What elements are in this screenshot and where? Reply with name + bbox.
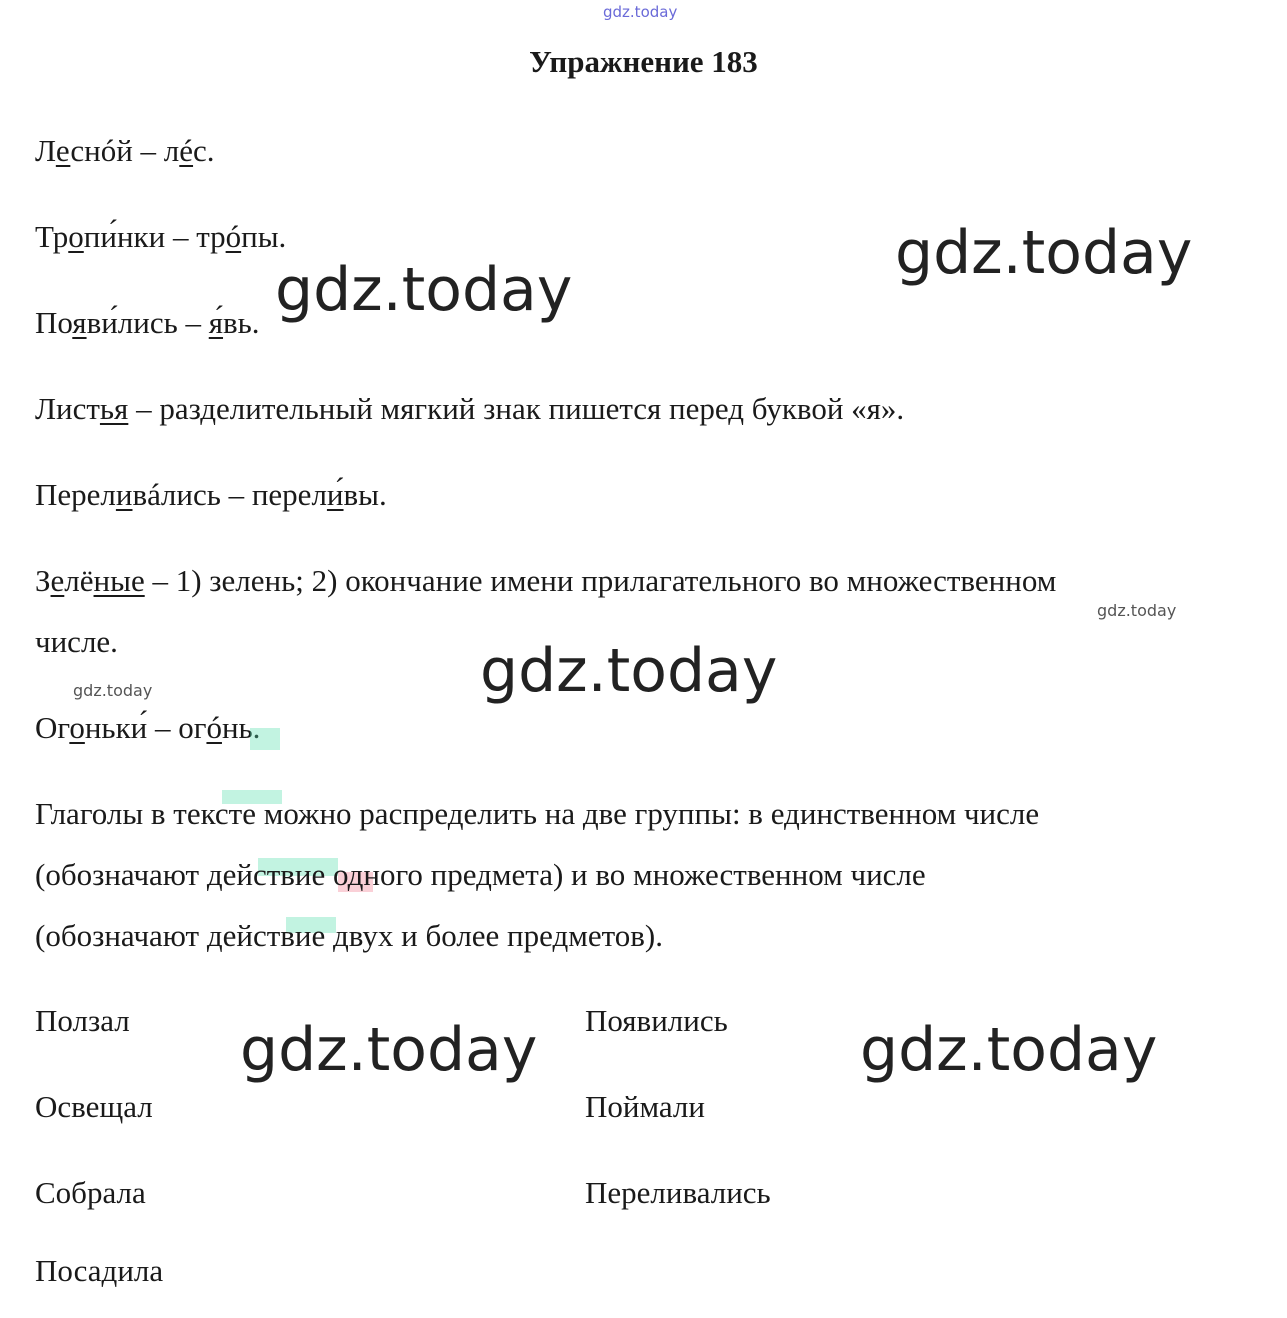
singular-verb: Освещал bbox=[35, 1089, 153, 1124]
singular-verb: Собрала bbox=[35, 1175, 146, 1210]
text-segment: Перел bbox=[35, 477, 116, 512]
underlined-segment: ья bbox=[99, 391, 129, 426]
underlined-segment: и bbox=[115, 477, 133, 512]
underlined-segment: é bbox=[179, 133, 194, 168]
watermark: gdz.today bbox=[1097, 601, 1177, 620]
text-line bbox=[35, 857, 926, 893]
watermark: gdz.today bbox=[275, 255, 573, 325]
text-segment: По bbox=[35, 305, 73, 340]
text-segment: (обозначают действие одного предмета) и во множественном числе bbox=[35, 857, 926, 892]
plural-verb: Переливались bbox=[585, 1175, 771, 1210]
underlined-segment: ó bbox=[206, 710, 222, 745]
underlined-segment: я bbox=[72, 305, 87, 340]
text-segment: вы. bbox=[343, 477, 387, 512]
underlined-segment: е bbox=[55, 133, 71, 168]
text-line bbox=[35, 563, 1056, 599]
watermark: gdz.today bbox=[240, 1015, 538, 1085]
singular-verb: Ползал bbox=[35, 1003, 130, 1038]
underlined-segment: е bbox=[50, 563, 65, 598]
text-line bbox=[35, 391, 904, 427]
plural-verb: Поймали bbox=[585, 1089, 705, 1124]
text-segment: нки – тр bbox=[116, 219, 226, 254]
text-segment: З bbox=[35, 563, 51, 598]
underlined-segment: ó bbox=[225, 219, 242, 254]
watermark: gdz.today bbox=[480, 636, 778, 706]
underlined-segment: ные bbox=[93, 563, 145, 598]
text-segment: ньк bbox=[84, 710, 131, 745]
underlined-segment: о bbox=[68, 219, 84, 254]
text-line bbox=[35, 710, 260, 746]
text-segment: Лист bbox=[35, 391, 100, 426]
text-line bbox=[35, 219, 286, 255]
text-segment: вь. bbox=[223, 305, 260, 340]
watermark: gdz.today bbox=[860, 1015, 1158, 1085]
text-segment: лё bbox=[64, 563, 94, 598]
text-segment: вáлись – перел bbox=[132, 477, 327, 512]
text-segment: – ог bbox=[147, 710, 207, 745]
text-line bbox=[35, 133, 215, 169]
underlined-segment: я́ bbox=[208, 305, 224, 340]
text-segment: – 1) зелень; 2) окончание имени прилагательного во множественном bbox=[144, 563, 1057, 598]
text-segment: и́ bbox=[100, 219, 117, 254]
text-segment: числе. bbox=[35, 624, 118, 659]
text-segment: п bbox=[83, 219, 101, 254]
text-segment: Глаголы в тексте можно распределить на две группы: в единственном числе bbox=[35, 796, 1040, 831]
text-segment: ó bbox=[100, 133, 117, 168]
text-segment: пы. bbox=[241, 219, 287, 254]
watermark: gdz.today bbox=[73, 681, 153, 700]
text-line bbox=[35, 624, 118, 660]
text-segment: – разделительный мягкий знак пишется перед буквой «я». bbox=[128, 391, 905, 426]
page-title: Упражнение 183 bbox=[529, 44, 758, 79]
text-line bbox=[35, 918, 663, 954]
text-segment: Л bbox=[35, 133, 56, 168]
text-segment: нь. bbox=[221, 710, 261, 745]
text-segment: ви́лись – bbox=[86, 305, 209, 340]
watermark-top: gdz.today bbox=[603, 3, 678, 21]
text-segment: й – л bbox=[116, 133, 180, 168]
text-segment: с. bbox=[193, 133, 215, 168]
watermark: gdz.today bbox=[895, 218, 1193, 288]
text-segment: и́ bbox=[130, 710, 148, 745]
text-segment: Тр bbox=[35, 219, 69, 254]
highlight-mark bbox=[250, 728, 280, 750]
underlined-segment: о bbox=[69, 710, 85, 745]
text-segment: Ог bbox=[35, 710, 70, 745]
singular-verb: Посадила bbox=[35, 1253, 164, 1288]
text-line bbox=[35, 796, 1039, 832]
text-line bbox=[35, 477, 387, 513]
text-segment: (обозначают действие двух и более предметов). bbox=[35, 918, 663, 953]
underlined-segment: и́ bbox=[326, 477, 344, 512]
text-line bbox=[35, 305, 260, 341]
plural-verb: Появились bbox=[585, 1003, 728, 1038]
text-segment: сн bbox=[70, 133, 101, 168]
